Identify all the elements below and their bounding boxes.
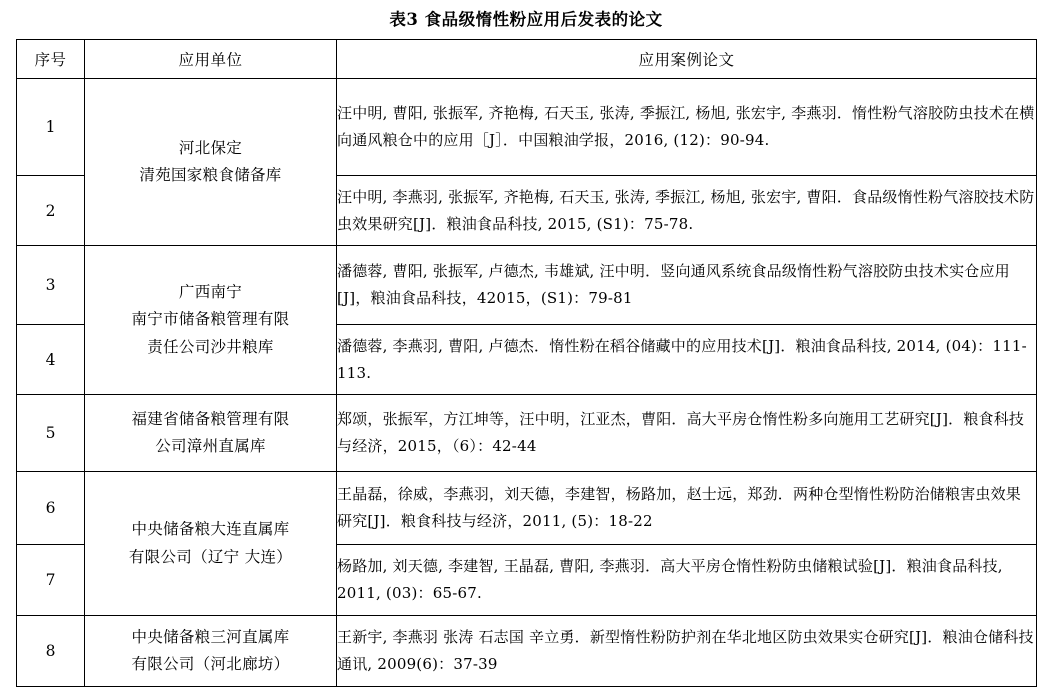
column-header-index: 序号 — [17, 40, 85, 79]
unit-line: 公司漳州直属库 — [155, 437, 266, 455]
row-index: 1 — [17, 79, 85, 176]
unit-line: 广西南宁 — [178, 283, 243, 302]
row-index: 6 — [17, 472, 85, 545]
row-index: 2 — [17, 176, 85, 246]
row-index: 5 — [17, 395, 85, 472]
unit-line: 福建省储备粮管理有限 — [131, 409, 290, 428]
column-header-unit: 应用单位 — [85, 40, 337, 79]
paper-cell: 王新宇, 李燕羽 张涛 石志国 辛立勇．新型惰性粉防护剂在华北地区防虫效果实仓研究[J]．粮油仓储科技通讯, 2009(6)：37-39 — [337, 616, 1037, 687]
unit-line: 中央储备粮三河直属库 — [131, 627, 290, 646]
unit-cell — [85, 616, 337, 687]
unit-line: 河北保定 — [178, 138, 243, 157]
paper-cell: 王晶磊，徐威，李燕羽，刘天德，李建智，杨路加，赵士远，郑劲．两种仓型惰性粉防治储粮害虫效果研究[J]．粮食科技与经济，2011, (5)：18-22 — [337, 472, 1037, 545]
table-caption: 表3 食品级惰性粉应用后发表的论文 — [389, 10, 663, 29]
table-row — [17, 79, 1037, 176]
unit-cell — [85, 79, 337, 246]
unit-line: 有限公司（河北廊坊） — [131, 655, 290, 673]
unit-line: 责任公司沙井粮库 — [147, 337, 274, 356]
table-row — [17, 246, 1037, 325]
paper-cell: 潘德蓉, 李燕羽, 曹阳, 卢德杰．惰性粉在稻谷储藏中的应用技术[J]．粮油食品科技, 2014, (04)：111-113. — [337, 325, 1037, 395]
unit-line: 中央储备粮大连直属库 — [131, 520, 290, 539]
unit-line: 有限公司（辽宁 大连） — [128, 547, 293, 566]
unit-line: 清苑国家粮食储备库 — [139, 166, 282, 184]
unit-cell — [85, 246, 337, 395]
table-row — [17, 616, 1037, 687]
row-index: 3 — [17, 246, 85, 325]
paper-cell: 杨路加, 刘天德, 李建智, 王晶磊, 曹阳, 李燕羽．高大平房仓惰性粉防虫储粮试验[J]．粮油食品科技, 2011, (03)：65-67. — [337, 545, 1037, 616]
unit-cell — [85, 472, 337, 616]
row-index: 4 — [17, 325, 85, 395]
table-row — [17, 472, 1037, 545]
row-index: 7 — [17, 545, 85, 616]
papers-table — [16, 39, 1037, 687]
paper-cell: 汪中明, 曹阳, 张振军, 齐艳梅, 石天玉, 张涛, 季振江, 杨旭, 张宏宇, 李燕羽．惰性粉气溶胶防虫技术在横向通风粮仓中的应用［J］．中国粮油学报，2016, (12)：90-94. — [337, 79, 1037, 176]
unit-line: 南宁市储备粮管理有限 — [131, 310, 290, 329]
unit-cell — [85, 395, 337, 472]
paper-cell: 汪中明, 李燕羽, 张振军, 齐艳梅, 石天玉, 张涛, 季振江, 杨旭, 张宏宇, 曹阳．食品级惰性粉气溶胶技术防虫效果研究[J]．粮油食品科技, 2015, (S1)：75-78. — [337, 176, 1037, 246]
paper-cell: 郑颂，张振军，方江坤等，汪中明，江亚杰，曹阳．高大平房仓惰性粉多向施用工艺研究[J]．粮食科技与经济，2015，（6）：42-44 — [337, 395, 1037, 472]
table-row — [17, 395, 1037, 472]
row-index: 8 — [17, 616, 85, 687]
column-header-paper: 应用案例论文 — [337, 40, 1037, 79]
table-header-row — [17, 40, 1037, 79]
paper-cell: 潘德蓉, 曹阳, 张振军, 卢德杰, 韦雄斌, 汪中明．竖向通风系统食品级惰性粉气溶胶防虫技术实仓应用[J]，粮油食品科技，42015，(S1)：79-81 — [337, 246, 1037, 325]
